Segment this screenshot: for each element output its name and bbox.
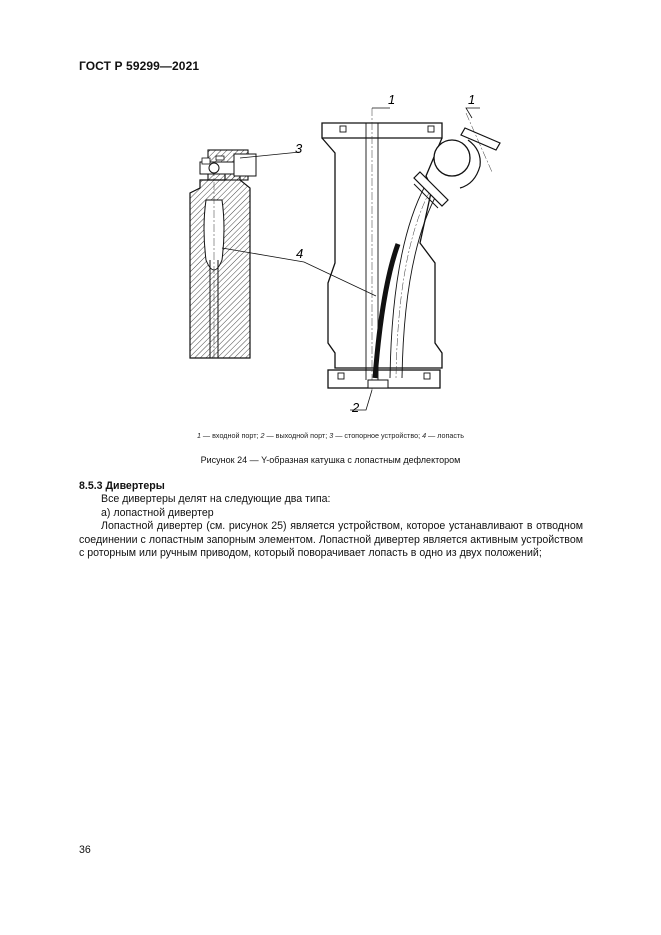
legend-text-4: — лопасть [426,431,465,440]
document-header: ГОСТ Р 59299—2021 [79,59,200,73]
legend-num-3: 3 [329,431,334,440]
legend-num-2: 2 [260,431,265,440]
section-paragraph: Лопастной дивертер (см. рисунок 25) является устройством, которое устанавливают в отводном соединении с лопастным запорным элементом. Лопастной дивертер является активным устройством с роторным или ручным приводом, который поворачивает лопасть в одно из двух положений; [79,520,583,560]
stopper-section-view [190,150,256,360]
legend-num-4: 4 [422,431,427,440]
legend-text-1: — входной порт; [200,431,261,440]
callout-1-top: 1 [388,92,396,107]
section-8-5-3 [79,480,583,560]
figure-caption: Рисунок 24 — Y-образная катушка с лопастным дефлектором [200,455,461,465]
figure-legend [0,431,661,440]
legend-text-2: — выходной порт; [264,431,330,440]
page-number: 36 [79,844,91,856]
legend-text-3: — стопорное устройство; [333,431,423,440]
callout-2: 2 [352,400,360,415]
list-item-a: а) лопастной дивертер [101,506,214,519]
callout-3: 3 [295,141,303,156]
legend-num-1: 1 [196,431,201,440]
section-title: 8.5.3 Дивертеры [79,480,165,492]
callout-4: 4 [296,246,304,261]
figure-24-drawing [170,88,530,420]
y-spool-body [322,108,500,390]
section-intro: Все дивертеры делят на следующие два типа: [101,493,331,506]
callout-1-branch: 1 [468,92,476,107]
